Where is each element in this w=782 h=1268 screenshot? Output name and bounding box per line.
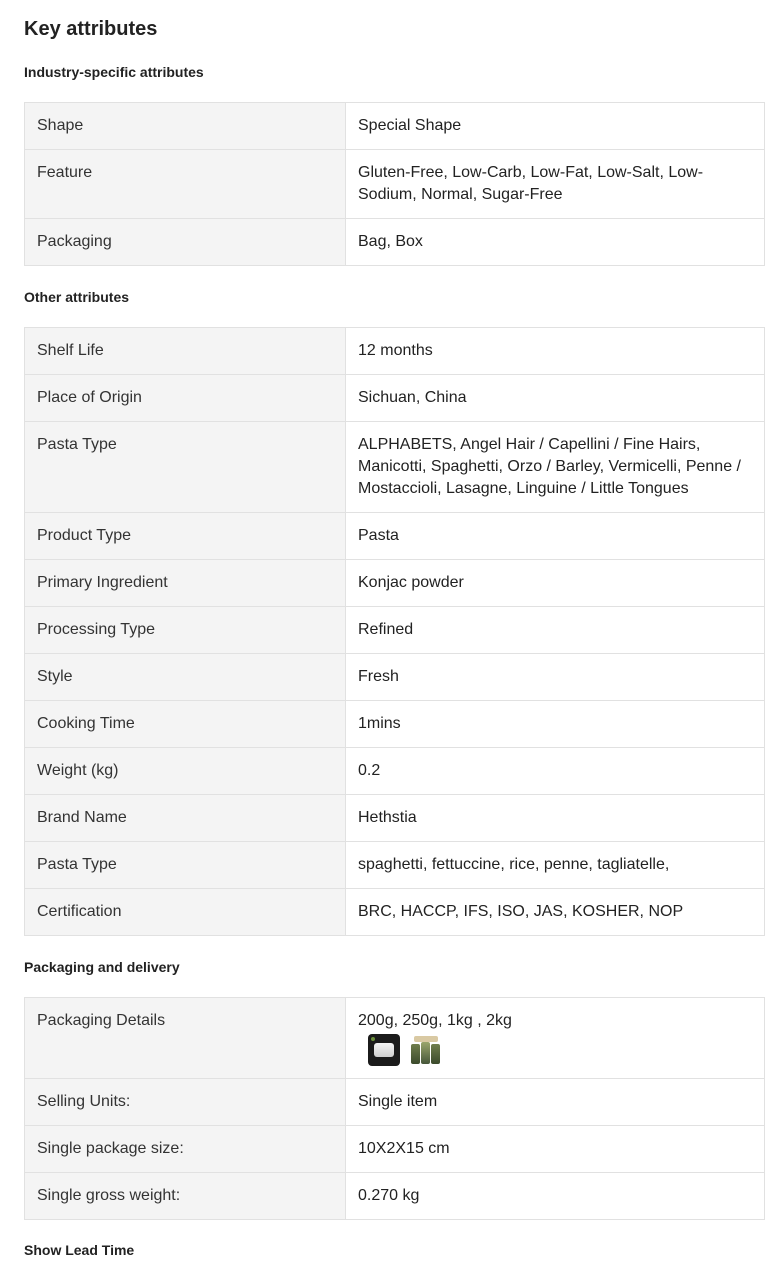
attribute-value: Hethstia: [346, 795, 765, 842]
attribute-value: 10X2X15 cm: [346, 1126, 765, 1173]
attribute-value: Sichuan, China: [346, 375, 765, 422]
table-row: [25, 1079, 765, 1126]
attribute-value: Konjac powder: [346, 560, 765, 607]
thumbnail-can-icon: [421, 1042, 430, 1064]
table-row: [25, 889, 765, 936]
attribute-key: Feature: [25, 150, 346, 219]
attribute-key: Pasta Type: [25, 842, 346, 889]
thumbnail-dot-icon: [371, 1037, 375, 1041]
table-row: [25, 998, 765, 1079]
attribute-key: Selling Units:: [25, 1079, 346, 1126]
table-row: [25, 328, 765, 375]
attribute-value: 200g, 250g, 1kg , 2kg: [358, 1012, 512, 1029]
table-row: [25, 103, 765, 150]
attribute-key: Processing Type: [25, 607, 346, 654]
table-row: [25, 701, 765, 748]
table-row: [25, 842, 765, 889]
attribute-key: Place of Origin: [25, 375, 346, 422]
attribute-value: Single item: [346, 1079, 765, 1126]
attribute-key: Style: [25, 654, 346, 701]
attribute-key: Product Type: [25, 513, 346, 560]
thumbnail-can-icon: [431, 1044, 440, 1064]
table-row: [25, 795, 765, 842]
attribute-value: Special Shape: [346, 103, 765, 150]
section-title-lead-time: Show Lead Time: [24, 1242, 135, 1258]
attribute-key: Single gross weight:: [25, 1173, 346, 1220]
table-row: [25, 607, 765, 654]
attribute-key: Brand Name: [25, 795, 346, 842]
attribute-value: Fresh: [346, 654, 765, 701]
attribute-key: Shape: [25, 103, 346, 150]
attribute-value: Refined: [346, 607, 765, 654]
table-row: [25, 1126, 765, 1173]
key-attributes-panel: [24, 0, 765, 1259]
attribute-key: Primary Ingredient: [25, 560, 346, 607]
attribute-key: Weight (kg): [25, 748, 346, 795]
attribute-key: Pasta Type: [25, 422, 346, 513]
table-row: [25, 654, 765, 701]
table-row: [25, 560, 765, 607]
packaging-thumbnails: [358, 1034, 752, 1066]
thumbnail-can-icon: [411, 1044, 420, 1064]
attribute-value: ALPHABETS, Angel Hair / Capellini / Fine Hairs, Manicotti, Spaghetti, Orzo / Barley, Vermicelli, Penne / Mostaccioli, Lasagne, Linguine / Little Tongues: [346, 422, 765, 513]
attribute-key: Packaging: [25, 219, 346, 266]
attribute-value: 1mins: [346, 701, 765, 748]
attribute-value: BRC, HACCP, IFS, ISO, JAS, KOSHER, NOP: [346, 889, 765, 936]
table-row: [25, 375, 765, 422]
attribute-value: 12 months: [346, 328, 765, 375]
table-row: [25, 748, 765, 795]
page-title: Key attributes: [24, 18, 158, 40]
attribute-key: Single package size:: [25, 1126, 346, 1173]
attribute-value: Pasta: [346, 513, 765, 560]
attribute-value: spaghetti, fettuccine, rice, penne, tagliatelle,: [346, 842, 765, 889]
section-title-packaging-delivery: Packaging and delivery: [24, 959, 180, 975]
table-row: [25, 422, 765, 513]
packaging-thumbnail-cans[interactable]: [410, 1036, 442, 1064]
table-row: [25, 219, 765, 266]
table-row: [25, 1173, 765, 1220]
section-title-industry-specific: Industry-specific attributes: [24, 64, 204, 80]
attribute-value: 0.270 kg: [346, 1173, 765, 1220]
thumbnail-package-icon: [374, 1043, 394, 1057]
packaging-thumbnail-bag[interactable]: [368, 1034, 400, 1066]
other-attributes-table: [24, 327, 765, 936]
attribute-value-cell: [346, 998, 765, 1079]
attribute-key: Cooking Time: [25, 701, 346, 748]
attribute-value: Gluten-Free, Low-Carb, Low-Fat, Low-Salt, Low-Sodium, Normal, Sugar-Free: [346, 150, 765, 219]
table-row: [25, 150, 765, 219]
attribute-value: Bag, Box: [346, 219, 765, 266]
attribute-key: Certification: [25, 889, 346, 936]
attribute-value: 0.2: [346, 748, 765, 795]
section-title-other-attributes: Other attributes: [24, 289, 130, 305]
packaging-delivery-table: [24, 997, 765, 1220]
attribute-key: Shelf Life: [25, 328, 346, 375]
industry-attributes-table: [24, 102, 765, 266]
attribute-key: Packaging Details: [25, 998, 346, 1079]
table-row: [25, 513, 765, 560]
